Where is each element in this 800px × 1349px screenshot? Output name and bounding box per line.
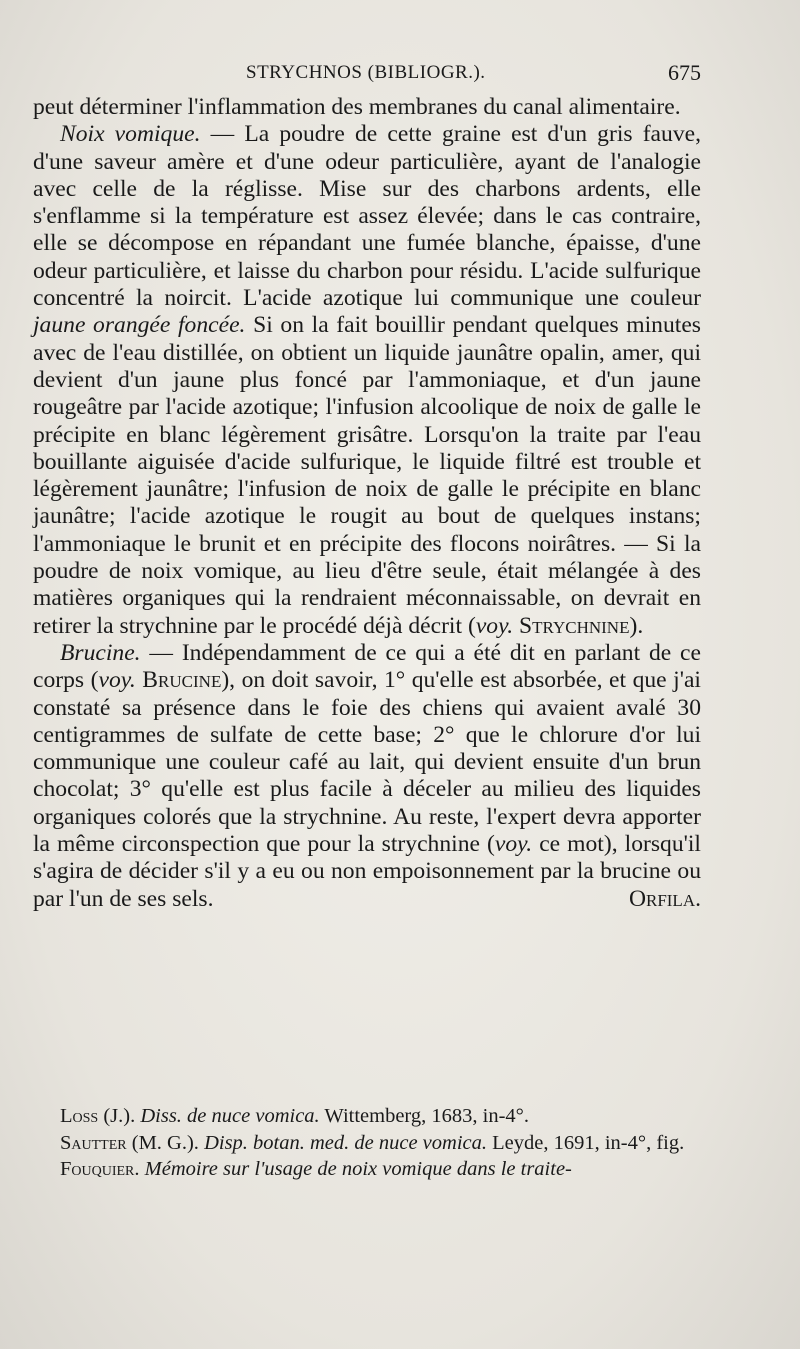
bibliography-entry [33,1130,701,1157]
color-term: jaune orangée foncée. [33,312,246,339]
bib-title: Mémoire sur l'usage de noix vomique dans le traite- [144,1158,572,1180]
paragraph-text: — Indépendamment de ce qui a été dit en parlant de ce corps ( [33,639,701,694]
paragraph-text: — La poudre de cette graine est d'un gris fauve, d'une saveur amère et d'une odeur particulière, ayant de l'analogie avec celle de la réglisse. Mise sur des charbons ardents, elle s'enflamme si la température est assez élevée; dans le cas contraire, elle se décompose en répandant une fumée blanche, épaisse, d'une odeur particulière, et laisse du charbon pour résidu. L'acide sulfurique concentré la noircit. L'acide azotique lui communique une couleur [33,121,701,312]
paragraph-text: Si on la fait bouillir pendant quelques minutes avec de l'eau distillée, on obtient un liquide jaunâtre opalin, amer, qui devient d'un jaune plus foncé par l'ammoniaque, et d'un jaune rougeâtre par l'acide azotique; l'infusion alcoolique de noix de galle le précipite en blanc légèrement grisâtre. Lorsqu'on la traite par l'eau bouillante aiguisée d'acide sulfurique, le liquide filtré est trouble et légèrement jaunâtre; l'infusion de noix de galle le précipite en blanc jaunâtre; l'acide azotique le rougit au bout de quelques instans; l'ammoniaque le brunit et en précipite des flocons noirâtres. — Si la poudre de noix vomique, au lieu d'être seule, était mélangée à des matières organiques qui la rendraient méconnaissable, on devrait en retirer la strychnine par le procédé déjà décrit ( [33,312,701,639]
paragraph-noix-vomique [33,121,701,640]
paragraph-continuation: peut déterminer l'inflammation des membranes du canal alimentaire. [33,94,681,120]
paragraph-text: ). [629,612,644,639]
running-title: STRYCHNOS (BIBLIOGR.). [246,62,486,83]
cross-ref-voy: voy. [475,612,514,639]
bib-author: Loss (J.). [60,1105,136,1127]
cross-ref-voy: voy. [494,831,533,858]
bibliography [33,1103,701,1183]
page-number: 675 [668,60,701,85]
paragraph-text: ), on doit savoir, 1° qu'elle est absorbée, et que j'ai constaté sa présence dans le foie des chiens qui avaient avalé 30 centigrammes de sulfate de cette base; 2° que le chlorure d'or lui communique une couleur café au lait, qui devient ensuite d'un brun chocolat; 3° qu'elle est plus facile à déceler au milieu des liquides organiques colorés que la strychnine. Au reste, l'expert devra apporter la même circonspection que pour la strychnine ( [33,667,701,858]
bibliography-entry [33,1103,701,1130]
bib-author: Fouquier. [60,1158,140,1180]
cross-ref-brucine: Brucine [135,667,222,694]
paragraph-text: ce mot), lorsqu'il s'agira de décider s'il y a eu ou non empoisonnement par la brucine ou par l'un de ses sels. [33,831,701,912]
author-signature: Orfila. [628,885,701,912]
cross-ref-voy: voy. [98,667,136,694]
bib-title: Disp. botan. med. de nuce vomica. [204,1131,488,1154]
paragraph-brucine [33,640,701,913]
bib-details: Leyde, 1691, in-4°, fig. [487,1131,685,1154]
main-text [33,94,701,913]
bibliography-entry [33,1156,701,1183]
page-header [33,60,701,88]
bib-details: Wittemberg, 1683, in-4°. [319,1105,529,1127]
section-heading-noix-vomique: Noix vomique. [60,121,201,148]
bib-author: Sautter (M. G.). [60,1131,199,1154]
section-heading-brucine: Brucine. [60,639,141,666]
bib-title: Diss. de nuce vomica. [140,1105,320,1127]
cross-ref-strychnine: Strychnine [513,612,630,639]
